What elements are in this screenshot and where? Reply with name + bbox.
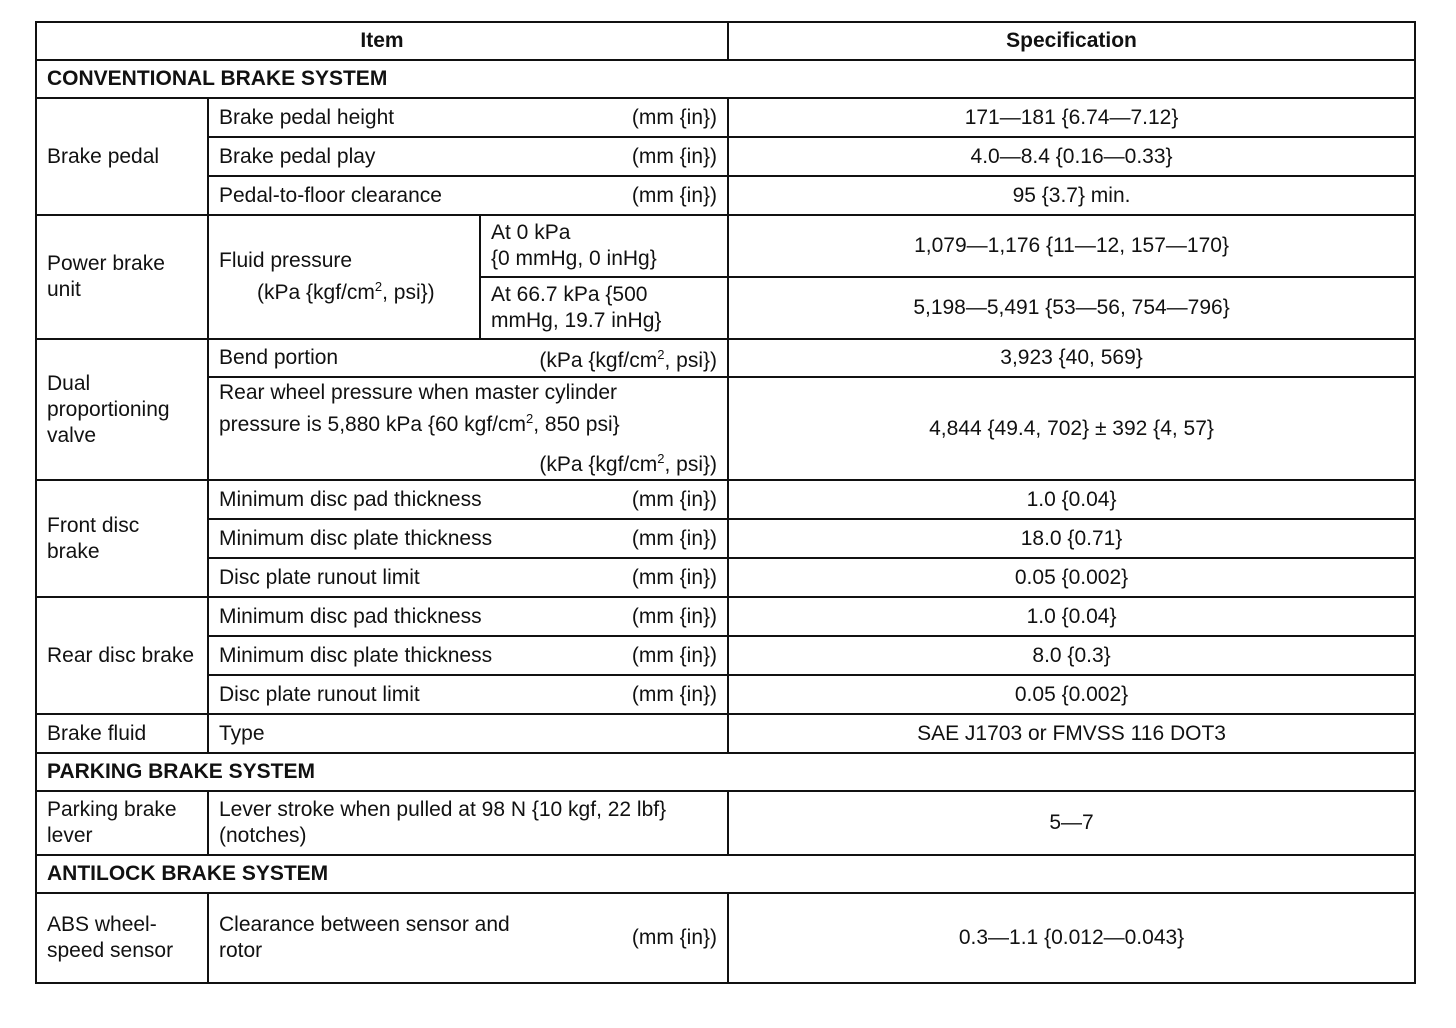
- item-label: Minimum disc plate thickness: [219, 643, 493, 667]
- table-row: [36, 893, 1415, 983]
- table-row: [36, 480, 1415, 519]
- item-label: Minimum disc plate thickness: [219, 526, 493, 550]
- spec-value: 0.05 {0.002}: [728, 675, 1415, 714]
- table-row: [36, 791, 1415, 855]
- item-cell: [208, 339, 728, 377]
- group-brake-pedal: Brake pedal: [36, 98, 208, 215]
- spec-value: 4.0—8.4 {0.16—0.33}: [728, 137, 1415, 176]
- item-cell: [208, 480, 728, 519]
- spec-value: 5—7: [728, 791, 1415, 855]
- spec-value: 18.0 {0.71}: [728, 519, 1415, 558]
- spec-value: 1.0 {0.04}: [728, 480, 1415, 519]
- unit-label: (mm {in}): [631, 604, 718, 628]
- spec-value: 1,079—1,176 {11—12, 157—170}: [728, 215, 1415, 277]
- unit-label: (mm {in}): [631, 144, 718, 168]
- spec-value: 171—181 {6.74—7.12}: [728, 98, 1415, 137]
- table-row: [36, 215, 1415, 277]
- item-label: Rear wheel pressure when master cylinder: [219, 380, 618, 404]
- unit-label: (mm {in}): [631, 526, 718, 550]
- item-cell: [208, 137, 728, 176]
- section-conventional-brake-system: CONVENTIONAL BRAKE SYSTEM: [36, 60, 1415, 98]
- table-header-row: [36, 22, 1415, 60]
- table-row: [36, 597, 1415, 636]
- item-label: Minimum disc pad thickness: [219, 604, 482, 628]
- table-row: [36, 675, 1415, 714]
- section-parking-brake-system: PARKING BRAKE SYSTEM: [36, 753, 1415, 791]
- spec-value: 0.05 {0.002}: [728, 558, 1415, 597]
- table-row: [36, 377, 1415, 480]
- item-column-header: Item: [36, 22, 728, 60]
- group-front-disc-brake: Front disc brake: [36, 480, 208, 597]
- item-label: Minimum disc pad thickness: [219, 487, 482, 511]
- spec-value: 1.0 {0.04}: [728, 597, 1415, 636]
- section-antilock-brake-system: ANTILOCK BRAKE SYSTEM: [36, 855, 1415, 893]
- unit-label: (mm {in}): [631, 487, 718, 511]
- item-cell: [208, 636, 728, 675]
- item-label: Clearance between sensor and rotor: [219, 913, 510, 962]
- item-label: Fluid pressure: [219, 249, 353, 272]
- condition-line: At 0 kPa: [491, 221, 571, 244]
- spec-value: 8.0 {0.3}: [728, 636, 1415, 675]
- brake-specification-table: [35, 21, 1416, 984]
- unit-label: (mm {in}): [631, 183, 718, 207]
- unit-label: (mm {in}): [631, 682, 718, 706]
- condition-line: mmHg, 19.7 inHg}: [491, 309, 662, 332]
- table-row: [36, 636, 1415, 675]
- item-label: Disc plate runout limit: [219, 565, 420, 589]
- item-cell: [208, 893, 728, 983]
- table-row: [36, 137, 1415, 176]
- item-label: pressure is 5,880 kPa {60 kgf/$cm^2$, 850 psi}: [219, 410, 620, 436]
- unit-label: (mm {in}): [631, 926, 718, 949]
- spec-value: 95 {3.7} min.: [728, 176, 1415, 215]
- group-parking-brake-lever: Parking brake lever: [36, 791, 208, 855]
- item-label: Lever stroke when pulled at 98 N {10 kgf, 22 lbf} (notches): [208, 791, 728, 855]
- section-row: [36, 60, 1415, 98]
- item-cell: [208, 176, 728, 215]
- spec-value: SAE J1703 or FMVSS 116 DOT3: [728, 714, 1415, 753]
- group-brake-fluid: Brake fluid: [36, 714, 208, 753]
- item-cell: [208, 597, 728, 636]
- unit-label: (mm {in}): [631, 643, 718, 667]
- spec-value: 3,923 {40, 569}: [728, 339, 1415, 377]
- item-cell: [208, 558, 728, 597]
- condition-cell: [480, 215, 728, 277]
- item-label: Brake pedal height: [219, 105, 395, 129]
- unit-label: (kPa {$kgf/cm^2$, psi}): [257, 279, 435, 304]
- section-row: [36, 753, 1415, 791]
- item-label: Bend portion: [219, 346, 339, 369]
- spec-value: 0.3—1.1 {0.012—0.043}: [728, 893, 1415, 983]
- item-label: Disc plate runout limit: [219, 682, 420, 706]
- table-row: [36, 714, 1415, 753]
- group-power-brake-unit: Power brake unit: [36, 215, 208, 339]
- unit-label: (kPa {$kgf/cm^2$, psi}): [539, 450, 718, 476]
- section-row: [36, 855, 1415, 893]
- group-rear-disc-brake: Rear disc brake: [36, 597, 208, 714]
- spec-value: 4,844 {49.4, 702} ± 392 {4, 57}: [728, 377, 1415, 480]
- item-label: Brake pedal play: [219, 144, 376, 168]
- table-row: [36, 339, 1415, 377]
- item-label: Type: [208, 714, 728, 753]
- unit-label: (mm {in}): [631, 565, 718, 589]
- condition-line: At 66.7 kPa {500: [491, 283, 648, 306]
- item-cell: [208, 98, 728, 137]
- unit-label: (kPa {$kgf/cm^2$, psi}): [539, 347, 718, 372]
- spec-value: 5,198—5,491 {53—56, 754—796}: [728, 277, 1415, 339]
- group-dual-proportioning-valve: Dual proportioning valve: [36, 339, 208, 480]
- specification-column-header: Specification: [728, 22, 1415, 60]
- unit-label: (mm {in}): [631, 105, 718, 129]
- item-label: Pedal-to-floor clearance: [219, 183, 442, 207]
- item-cell: [208, 675, 728, 714]
- item-cell: [208, 215, 480, 339]
- table-row: [36, 558, 1415, 597]
- condition-line: {0 mmHg, 0 inHg}: [491, 247, 657, 270]
- table-row: [36, 176, 1415, 215]
- condition-cell: [480, 277, 728, 339]
- item-cell: [208, 519, 728, 558]
- table-row: [36, 98, 1415, 137]
- table-row: [36, 519, 1415, 558]
- group-abs-wheel-speed-sensor: ABS wheel-speed sensor: [36, 893, 208, 983]
- item-cell: [208, 377, 728, 480]
